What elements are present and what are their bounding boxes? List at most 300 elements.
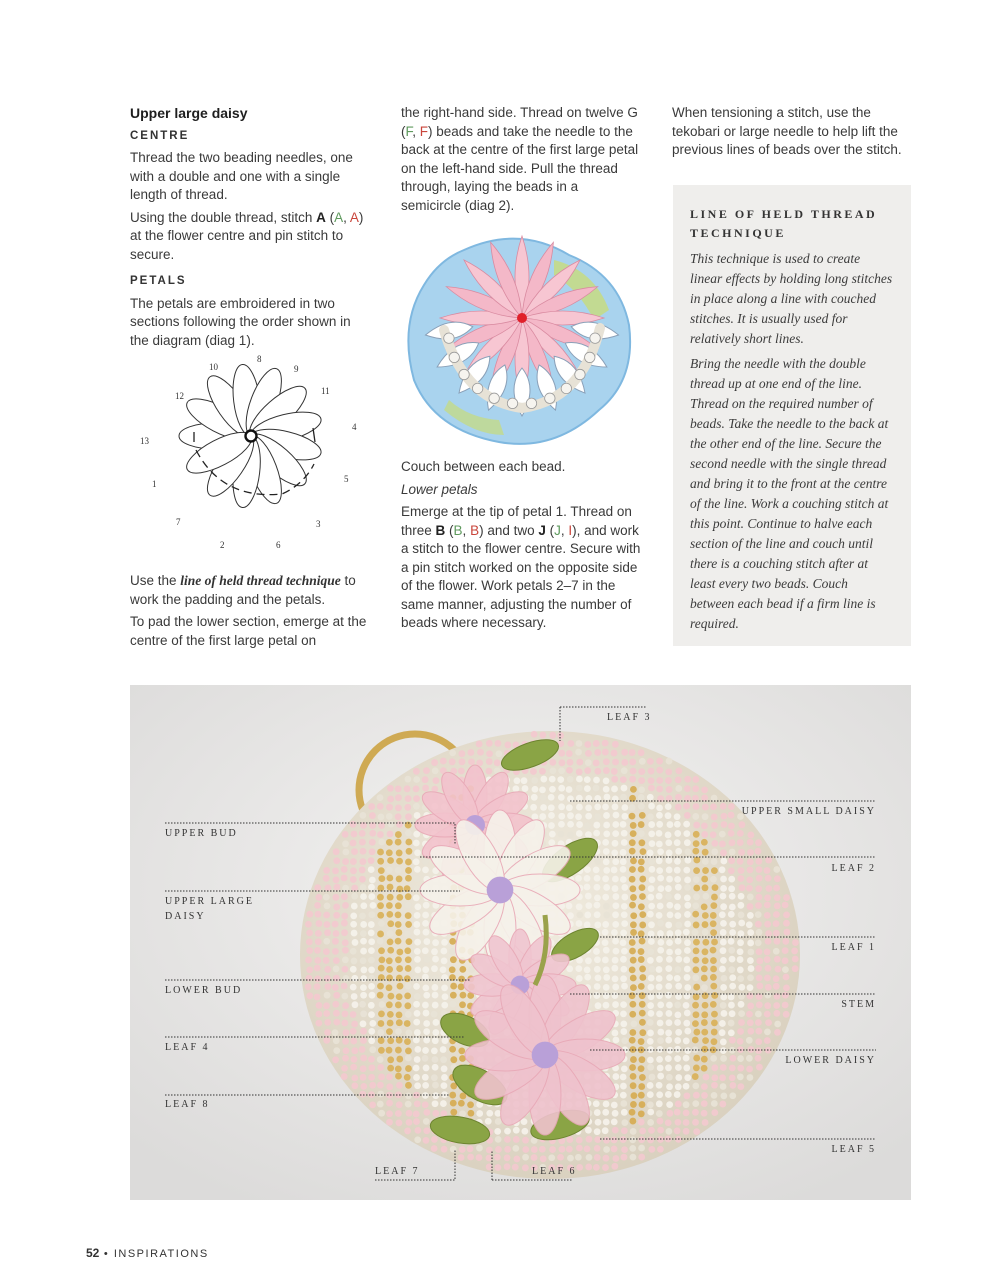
purse-bead xyxy=(631,1020,638,1027)
purse-bead xyxy=(675,794,682,801)
purse-bead xyxy=(306,966,313,973)
purse-bead xyxy=(675,983,682,990)
purse-bead xyxy=(558,821,565,828)
purse-bead xyxy=(395,839,402,846)
bead xyxy=(444,333,454,343)
purse-bead xyxy=(387,831,394,838)
purse-bead xyxy=(702,1037,709,1044)
purse-bead xyxy=(360,957,367,964)
purse-bead xyxy=(665,992,672,999)
purse-bead xyxy=(350,1038,357,1045)
purse-bead xyxy=(377,1064,384,1071)
purse-bead xyxy=(657,1020,664,1027)
purse-bead xyxy=(683,1119,690,1126)
purse-bead xyxy=(612,821,619,828)
purse-bead xyxy=(701,839,708,846)
purse-bead xyxy=(324,929,331,936)
purse-bead xyxy=(558,813,565,820)
purse-bead xyxy=(720,957,727,964)
purse-bead xyxy=(405,921,412,928)
purse-bead xyxy=(755,1055,762,1062)
purse-bead xyxy=(656,758,663,765)
purse-bead xyxy=(674,1046,681,1053)
purse-bead xyxy=(701,786,708,793)
purse-bead xyxy=(747,974,754,981)
purse-bead xyxy=(315,938,322,945)
purse-bead xyxy=(567,832,574,839)
purse-bead xyxy=(377,858,384,865)
purse-bead xyxy=(612,938,619,945)
purse-bead xyxy=(684,857,691,864)
purse-bead xyxy=(352,939,359,946)
purse-bead xyxy=(584,822,591,829)
purse-bead xyxy=(666,1101,673,1108)
purse-bead xyxy=(647,1046,654,1053)
purse-bead xyxy=(756,875,763,882)
purse-bead xyxy=(755,1028,762,1035)
purse-bead xyxy=(323,1037,330,1044)
purse-bead xyxy=(351,885,358,892)
purse-bead xyxy=(343,975,350,982)
bead xyxy=(526,398,536,408)
purse-bead xyxy=(404,992,411,999)
purse-bead xyxy=(368,967,375,974)
purse-bead xyxy=(728,947,735,954)
purse-bead xyxy=(638,768,645,775)
purse-bead xyxy=(377,885,384,892)
purse-bead xyxy=(756,983,763,990)
purse-bead xyxy=(639,812,646,819)
purse-bead xyxy=(414,903,421,910)
purse-bead xyxy=(765,1019,772,1026)
purse-bead xyxy=(584,966,591,973)
purse-bead xyxy=(468,1110,475,1117)
purse-bead xyxy=(620,966,627,973)
purse-bead xyxy=(738,1010,745,1017)
footer-separator: • xyxy=(103,1248,110,1260)
purse-bead xyxy=(369,830,376,837)
purse-bead xyxy=(711,1092,718,1099)
purse-bead xyxy=(549,732,556,739)
technique-box-paragraph-1: This technique is used to create linear effects by holding long stitches in place along a line with couched stitches. It is usually used for relatively short lines. xyxy=(690,251,893,346)
purse-bead xyxy=(738,1019,745,1026)
purse-bead xyxy=(531,813,538,820)
purse-bead xyxy=(566,786,573,793)
purse-bead xyxy=(665,1136,672,1143)
purse-bead xyxy=(720,1039,727,1046)
purse-bead xyxy=(693,939,700,946)
purse-bead xyxy=(683,1092,690,1099)
purse-bead xyxy=(378,920,385,927)
purse-bead xyxy=(377,803,384,810)
bead xyxy=(489,393,499,403)
purse-bead xyxy=(666,902,673,909)
purse-bead xyxy=(532,786,539,793)
bead xyxy=(449,352,459,362)
purse-bead xyxy=(494,1154,501,1161)
purse-bead xyxy=(629,1145,636,1152)
purse-bead xyxy=(684,1010,691,1017)
purse-bead xyxy=(620,876,627,883)
purse-bead xyxy=(513,1136,520,1143)
purse-bead xyxy=(612,984,619,991)
purse-bead xyxy=(406,1110,413,1117)
purse-bead xyxy=(613,812,620,819)
purse-bead xyxy=(386,804,393,811)
purse-bead xyxy=(531,1146,538,1153)
purse-bead xyxy=(674,1055,681,1062)
purse-bead xyxy=(566,750,573,757)
purse-bead xyxy=(693,1029,700,1036)
purse-bead xyxy=(567,759,574,766)
beaded-flower-centre xyxy=(487,877,514,904)
purse-bead xyxy=(648,1127,655,1134)
purse-bead xyxy=(638,930,645,937)
purse-bead xyxy=(531,777,538,784)
purse-bead xyxy=(342,831,349,838)
purse-bead xyxy=(620,1010,627,1017)
purse-bead xyxy=(620,858,627,865)
purse-bead xyxy=(351,975,358,982)
purse-bead xyxy=(342,840,349,847)
purse-bead xyxy=(710,831,717,838)
purse-bead xyxy=(396,1082,403,1089)
technique-box-title: LINE OF HELD THREAD TECHNIQUE xyxy=(690,207,878,240)
purse-bead xyxy=(405,1055,412,1062)
purse-bead xyxy=(351,1082,358,1089)
purse-bead xyxy=(684,947,691,954)
purse-bead xyxy=(422,1101,429,1108)
purse-bead xyxy=(332,948,339,955)
purse-bead xyxy=(728,812,735,819)
purse-bead xyxy=(431,759,438,766)
purse-bead xyxy=(729,983,736,990)
purse-bead xyxy=(350,912,357,919)
purse-bead xyxy=(692,1109,699,1116)
purse-bead xyxy=(369,1020,376,1027)
purse-bead xyxy=(603,822,610,829)
purse-bead xyxy=(612,957,619,964)
purse-bead xyxy=(441,1146,448,1153)
purse-bead xyxy=(405,1011,412,1018)
purse-bead xyxy=(720,858,727,865)
purse-bead xyxy=(333,966,340,973)
purse-bead xyxy=(387,939,394,946)
purse-bead xyxy=(594,1136,601,1143)
purse-bead xyxy=(495,740,502,747)
purse-bead xyxy=(360,1055,367,1062)
purse-bead xyxy=(414,956,421,963)
purse-bead xyxy=(630,857,637,864)
purse-bead xyxy=(359,867,366,874)
purse-bead xyxy=(675,776,682,783)
purse-bead xyxy=(539,813,546,820)
purse-bead xyxy=(620,1020,627,1027)
purse-bead xyxy=(575,875,582,882)
purse-bead xyxy=(684,902,691,909)
purse-bead xyxy=(576,911,583,918)
purse-bead xyxy=(729,904,736,911)
purse-bead xyxy=(738,920,745,927)
purse-bead xyxy=(440,1056,447,1063)
purse-bead xyxy=(630,1128,637,1135)
purse-bead xyxy=(693,1055,700,1062)
purse-bead xyxy=(755,965,762,972)
purse-bead xyxy=(719,831,726,838)
purse-bead xyxy=(792,939,799,946)
purse-bead xyxy=(351,903,358,910)
purse-bead xyxy=(675,929,682,936)
purse-bead xyxy=(674,839,681,846)
purse-bead xyxy=(593,785,600,792)
purse-bead xyxy=(314,983,321,990)
purse-bead xyxy=(703,1074,710,1081)
purse-bead xyxy=(531,1154,538,1161)
purse-bead xyxy=(665,857,672,864)
purse-bead xyxy=(712,884,719,891)
purse-bead xyxy=(576,785,583,792)
purse-bead xyxy=(342,939,349,946)
purse-bead xyxy=(522,1164,529,1171)
purse-bead xyxy=(711,894,718,901)
purse-bead xyxy=(684,877,691,884)
purse-bead xyxy=(323,957,330,964)
purse-bead xyxy=(386,1100,393,1107)
purse-bead xyxy=(738,849,745,856)
purse-bead xyxy=(333,848,340,855)
purse-bead xyxy=(657,1073,664,1080)
purse-bead xyxy=(701,1011,708,1018)
purse-bead xyxy=(737,939,744,946)
purse-bead xyxy=(378,1020,385,1027)
purse-bead xyxy=(369,877,376,884)
purse-bead xyxy=(414,912,421,919)
purse-bead xyxy=(314,994,321,1001)
purse-bead xyxy=(629,967,636,974)
purse-bead xyxy=(603,1146,610,1153)
purse-bead xyxy=(782,902,789,909)
purse-bead xyxy=(351,1075,358,1082)
purse-bead xyxy=(422,858,429,865)
purse-bead xyxy=(620,930,627,937)
petal-number-label: 2 xyxy=(220,540,225,550)
column-3 xyxy=(672,104,912,164)
purse-bead xyxy=(306,929,313,936)
purse-bead xyxy=(325,983,332,990)
purse-bead xyxy=(586,1154,593,1161)
purse-bead xyxy=(539,1146,546,1153)
purse-bead xyxy=(684,776,691,783)
purse-bead xyxy=(755,911,762,918)
lower-petals-paragraph: Emerge at the tip of petal 1. Thread on three B (B, B) and two J (J, I), and work a stitch to the flower centre. Secure with a pin stitch worked on the opposite side of the flower. Work petals 2–7 in the same manner, adjusting the number of beads where necessary. xyxy=(401,504,641,630)
purse-bead xyxy=(377,912,384,919)
purse-bead xyxy=(315,1011,322,1018)
purse-bead xyxy=(548,812,555,819)
purse-bead xyxy=(764,1037,771,1044)
purse-bead xyxy=(386,1083,393,1090)
purse-bead xyxy=(629,948,636,955)
purse-bead xyxy=(584,884,591,891)
purse-bead xyxy=(621,804,628,811)
purse-bead xyxy=(702,929,709,936)
purse-bead xyxy=(748,1046,755,1053)
purse-bead xyxy=(729,921,736,928)
purse-bead xyxy=(647,894,654,901)
purse-bead xyxy=(396,876,403,883)
purse-bead xyxy=(405,1065,412,1072)
purse-bead xyxy=(649,840,656,847)
purse-bead xyxy=(621,903,628,910)
purse-bead xyxy=(621,911,628,918)
purse-bead xyxy=(774,875,781,882)
purse-bead xyxy=(422,1047,429,1054)
purse-bead xyxy=(314,975,321,982)
purse-bead xyxy=(729,893,736,900)
purse-bead xyxy=(360,1074,367,1081)
purse-bead xyxy=(693,1128,700,1135)
purse-bead xyxy=(638,1092,645,1099)
purse-bead xyxy=(648,803,655,810)
purse-bead xyxy=(351,993,358,1000)
purse-bead xyxy=(323,948,330,955)
centre-heading: CENTRE xyxy=(130,129,190,142)
purse-bead xyxy=(674,1019,681,1026)
purse-bead xyxy=(423,1010,430,1017)
purse-bead xyxy=(432,975,439,982)
purse-bead xyxy=(737,875,744,882)
purse-bead xyxy=(630,975,637,982)
purse-bead xyxy=(359,1091,366,1098)
purse-bead xyxy=(602,1164,609,1171)
purse-bead xyxy=(620,975,627,982)
purse-bead xyxy=(450,983,457,990)
purse-bead xyxy=(702,884,709,891)
purse-bead xyxy=(433,777,440,784)
purse-bead xyxy=(396,965,403,972)
purse-bead xyxy=(666,939,673,946)
purse-bead xyxy=(756,929,763,936)
purse-bead xyxy=(621,767,628,774)
purse-bead xyxy=(711,795,718,802)
purse-bead xyxy=(764,912,771,919)
purse-bead xyxy=(395,938,402,945)
purse-bead xyxy=(387,1037,394,1044)
purse-bead xyxy=(737,1073,744,1080)
purse-bead xyxy=(665,768,672,775)
purse-bead xyxy=(449,749,456,756)
purse-bead xyxy=(728,1020,735,1027)
purse-bead xyxy=(584,767,591,774)
purse-bead xyxy=(764,1002,771,1009)
purse-bead xyxy=(494,759,501,766)
purse-bead xyxy=(432,1100,439,1107)
purse-bead xyxy=(747,984,754,991)
purse-bead xyxy=(359,839,366,846)
purse-bead xyxy=(377,992,384,999)
purse-bead xyxy=(630,768,637,775)
purse-bead xyxy=(566,965,573,972)
purse-bead xyxy=(585,831,592,838)
purse-bead xyxy=(450,956,457,963)
purse-bead xyxy=(396,858,403,865)
purse-bead xyxy=(360,930,367,937)
purse-bead xyxy=(728,857,735,864)
purse-bead xyxy=(342,902,349,909)
purse-bead xyxy=(422,912,429,919)
purse-bead xyxy=(395,804,402,811)
callout-stem: STEM xyxy=(841,999,876,1010)
purse-bead xyxy=(413,975,420,982)
purse-bead xyxy=(558,750,565,757)
purse-bead xyxy=(323,938,330,945)
purse-bead xyxy=(332,921,339,928)
purse-bead xyxy=(737,930,744,937)
purse-bead xyxy=(388,821,395,828)
purse-bead xyxy=(773,975,780,982)
purse-bead xyxy=(377,794,384,801)
purse-bead xyxy=(683,867,690,874)
purse-bead xyxy=(602,939,609,946)
purse-bead xyxy=(413,1037,420,1044)
purse-bead xyxy=(756,866,763,873)
purse-bead xyxy=(368,1002,375,1009)
purse-bead xyxy=(639,966,646,973)
purse-bead xyxy=(737,1083,744,1090)
purse-bead xyxy=(521,1128,528,1135)
purse-bead xyxy=(369,992,376,999)
purse-bead xyxy=(387,920,394,927)
purse-bead xyxy=(773,983,780,990)
purse-bead xyxy=(324,992,331,999)
purse-bead xyxy=(369,1082,376,1089)
purse-bead xyxy=(773,1010,780,1017)
centre-paragraph-2: Using the double thread, stitch A (A, A) at the flower centre and pin stitch to secure. xyxy=(130,209,364,262)
purse-bead xyxy=(559,1146,566,1153)
purse-bead xyxy=(639,1010,646,1017)
purse-bead xyxy=(413,1065,420,1072)
purse-bead xyxy=(720,984,727,991)
purse-bead xyxy=(611,1102,618,1109)
purse-bead xyxy=(522,1154,529,1161)
purse-bead xyxy=(684,966,691,973)
bead xyxy=(459,369,469,379)
purse-bead xyxy=(765,938,772,945)
purse-bead xyxy=(737,956,744,963)
purse-bead xyxy=(405,1047,412,1054)
purse-bead xyxy=(693,840,700,847)
purse-bead xyxy=(567,812,574,819)
purse-bead xyxy=(423,938,430,945)
purse-bead xyxy=(665,1030,672,1037)
purse-bead xyxy=(305,921,312,928)
purse-bead xyxy=(620,776,627,783)
purse-bead xyxy=(341,913,348,920)
purse-bead xyxy=(431,1011,438,1018)
purse-bead xyxy=(657,1118,664,1125)
purse-bead xyxy=(431,1136,438,1143)
purse-bead xyxy=(683,929,690,936)
purse-bead xyxy=(396,1019,403,1026)
purse-bead xyxy=(692,1073,699,1080)
purse-bead xyxy=(413,1111,420,1118)
purse-bead xyxy=(395,1110,402,1117)
purse-bead xyxy=(747,1003,754,1010)
purse-bead xyxy=(432,1092,439,1099)
purse-bead xyxy=(693,947,700,954)
purse-bead xyxy=(764,1028,771,1035)
purse-bead xyxy=(603,1155,610,1162)
purse-bead xyxy=(431,1074,438,1081)
